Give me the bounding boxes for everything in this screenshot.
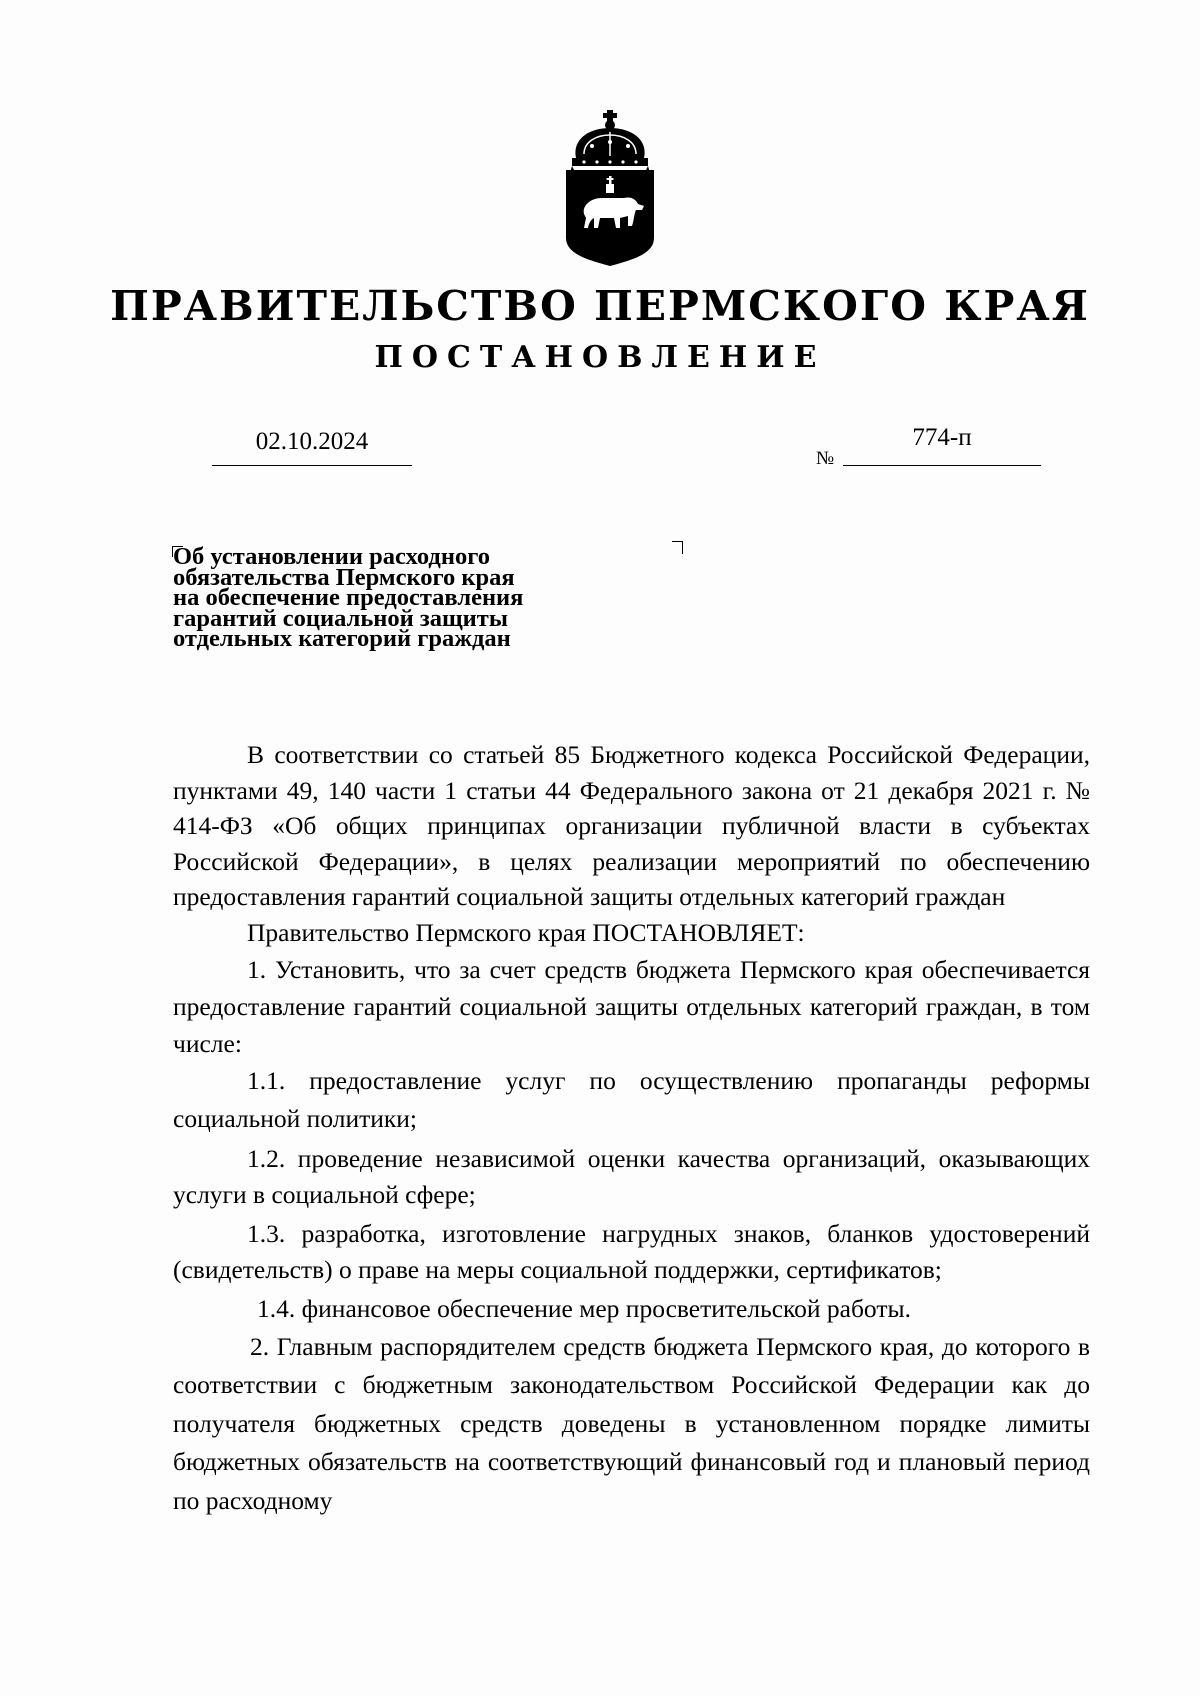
number-underline: [843, 465, 1041, 466]
document-subject: [173, 543, 613, 652]
document-type: ПОСТАНОВЛЕНИЕ: [374, 340, 826, 375]
document-body: [173, 737, 1090, 1520]
number-sign: №: [816, 448, 835, 469]
subject-line: отдельных категорий граждан: [173, 625, 511, 652]
preamble-paragraph: В соответствии со статьей 85 Бюджетного кодекса Российской Федерации, пунктами 49, 140 части 1 статьи 44 Федерального закона от 21 декабря 2021 г. № 414-ФЗ «Об общих принципах организации публичной власти в субъектах Российской Федерации», в целях реализации мероприятий по обеспечению предоставления гарантий социальной защиты отдельных категорий граждан: [173, 740, 1090, 912]
document-number: 774-п: [912, 424, 972, 451]
subject-line: обязательства Пермского края: [173, 563, 515, 591]
item-1-4-paragraph: 1.4. финансовое обеспечение мер просветительской работы.: [257, 1293, 911, 1323]
date-underline: [212, 465, 412, 466]
item-1-2-paragraph: 1.2. проведение независимой оценки качества организаций, оказывающих услуги в социальной сфере;: [173, 1143, 1090, 1209]
document-date: 02.10.2024: [255, 428, 369, 455]
subject-corner-right: [672, 541, 683, 554]
subject-line: на обеспечение предоставления: [173, 584, 524, 611]
organization-title: ПРАВИТЕЛЬСТВО ПЕРМСКОГО КРАЯ: [110, 282, 1090, 330]
subject-line: гарантий социальной защиты: [173, 604, 508, 632]
item-2-paragraph: 2. Главным распорядителем средств бюджета Пермского края, до которого в соответствии с бюджетным законодательством Российской Федерации как до получателя бюджетных средств доведены в установленном порядке лимиты бюджетных обязательств на соответствующий финансовый год и плановый период по расходному: [173, 1331, 1090, 1515]
decree-paragraph: Правительство Пермского края ПОСТАНОВЛЯЕТ:: [247, 917, 805, 947]
item-1-1-paragraph: 1.1. предоставление услуг по осуществлению пропаганды реформы социальной политики;: [173, 1065, 1090, 1133]
subject-line: Об установлении расходного: [173, 543, 490, 570]
item-1-3-paragraph: 1.3. разработка, изготовление нагрудных знаков, бланков удостоверений (свидетельств) о праве на меры социальной поддержки, сертификатов;: [173, 1218, 1090, 1284]
perm-krai-coat-of-arms-icon: [562, 110, 658, 266]
item-1-paragraph: 1. Установить, что за счет средств бюджета Пермского края обеспечивается предоставление гарантий социальной защиты отдельных категорий граждан, в том числе:: [173, 954, 1090, 1058]
